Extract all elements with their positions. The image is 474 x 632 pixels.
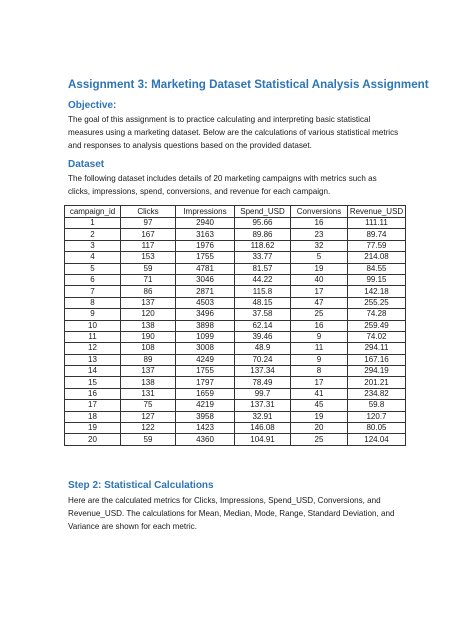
- campaign-id-cell: 2: [65, 229, 121, 240]
- conversions-cell: 17: [291, 377, 348, 388]
- spend-usd-cell: 137.31: [235, 400, 291, 411]
- spend-usd-cell: 104.91: [235, 434, 291, 445]
- objective-line: The goal of this assignment is to practice calculating and interpreting basic statistical: [68, 115, 371, 124]
- revenue-usd-cell: 120.7: [348, 411, 406, 422]
- spend-usd-cell: 95.66: [235, 218, 291, 229]
- dataset-paragraph: [68, 172, 408, 198]
- spend-usd-cell: 44.22: [235, 274, 291, 285]
- revenue-usd-cell: 59.8: [348, 400, 406, 411]
- revenue-usd-cell: 259.49: [348, 320, 406, 331]
- conversions-cell: 16: [291, 218, 348, 229]
- table-row: [65, 297, 406, 308]
- table-row: [65, 229, 406, 240]
- conversions-cell: 40: [291, 274, 348, 285]
- impressions-cell: 4360: [176, 434, 235, 445]
- impressions-cell: 3898: [176, 320, 235, 331]
- clicks-cell: 138: [121, 377, 176, 388]
- campaign-id-cell: 3: [65, 240, 121, 251]
- step2-heading: Step 2: Statistical Calculations: [68, 480, 214, 491]
- impressions-cell: 3008: [176, 343, 235, 354]
- table-body: [65, 218, 406, 446]
- clicks-cell: 131: [121, 388, 176, 399]
- table-row: [65, 263, 406, 274]
- spend-usd-cell: 118.62: [235, 240, 291, 251]
- clicks-cell: 167: [121, 229, 176, 240]
- clicks-cell: 127: [121, 411, 176, 422]
- table-row: [65, 423, 406, 434]
- impressions-cell: 1755: [176, 366, 235, 377]
- campaign-id-cell: 16: [65, 388, 121, 399]
- clicks-cell: 120: [121, 309, 176, 320]
- step2-paragraph: [68, 494, 408, 533]
- clicks-cell: 137: [121, 366, 176, 377]
- table-row: [65, 411, 406, 422]
- revenue-usd-cell: 74.28: [348, 309, 406, 320]
- impressions-cell: 3496: [176, 309, 235, 320]
- revenue-usd-cell: 294.11: [348, 343, 406, 354]
- impressions-cell: 4781: [176, 263, 235, 274]
- conversions-cell: 25: [291, 434, 348, 445]
- document-title: Assignment 3: Marketing Dataset Statistical Analysis Assignment: [68, 78, 429, 91]
- spend-usd-cell: 33.77: [235, 252, 291, 263]
- clicks-cell: 138: [121, 320, 176, 331]
- table-row: [65, 252, 406, 263]
- spend-usd-cell: 81.57: [235, 263, 291, 274]
- table-row: [65, 388, 406, 399]
- impressions-cell: 1797: [176, 377, 235, 388]
- table-row: [65, 286, 406, 297]
- spend-usd-cell: 137.34: [235, 366, 291, 377]
- spend-usd-cell: 70.24: [235, 354, 291, 365]
- conversions-cell: 5: [291, 252, 348, 263]
- conversions-cell: 19: [291, 263, 348, 274]
- revenue-usd-cell: 167.16: [348, 354, 406, 365]
- impressions-cell: 3958: [176, 411, 235, 422]
- spend-usd-cell: 78.49: [235, 377, 291, 388]
- column-header-conversions: Conversions: [291, 206, 348, 218]
- campaign-id-cell: 5: [65, 263, 121, 274]
- revenue-usd-cell: 124.04: [348, 434, 406, 445]
- objective-line: and responses to analysis questions based on the provided dataset.: [68, 141, 312, 150]
- conversions-cell: 25: [291, 309, 348, 320]
- campaign-id-cell: 18: [65, 411, 121, 422]
- table-row: [65, 343, 406, 354]
- clicks-cell: 75: [121, 400, 176, 411]
- clicks-cell: 117: [121, 240, 176, 251]
- spend-usd-cell: 48.15: [235, 297, 291, 308]
- impressions-cell: 4503: [176, 297, 235, 308]
- campaign-id-cell: 9: [65, 309, 121, 320]
- revenue-usd-cell: 84.55: [348, 263, 406, 274]
- clicks-cell: 86: [121, 286, 176, 297]
- impressions-cell: 1423: [176, 423, 235, 434]
- step2-line: Revenue_USD. The calculations for Mean, Median, Mode, Range, Standard Deviation, and: [68, 509, 395, 518]
- impressions-cell: 1099: [176, 331, 235, 342]
- clicks-cell: 97: [121, 218, 176, 229]
- conversions-cell: 11: [291, 343, 348, 354]
- revenue-usd-cell: 214.08: [348, 252, 406, 263]
- conversions-cell: 8: [291, 366, 348, 377]
- revenue-usd-cell: 234.82: [348, 388, 406, 399]
- campaign-id-cell: 15: [65, 377, 121, 388]
- campaign-id-cell: 4: [65, 252, 121, 263]
- campaign-table: [64, 205, 406, 446]
- spend-usd-cell: 62.14: [235, 320, 291, 331]
- spend-usd-cell: 39.46: [235, 331, 291, 342]
- clicks-cell: 122: [121, 423, 176, 434]
- campaign-id-cell: 10: [65, 320, 121, 331]
- table-header-row: [65, 206, 406, 218]
- revenue-usd-cell: 111.11: [348, 218, 406, 229]
- column-header-revenue-usd: Revenue_USD: [348, 206, 406, 218]
- revenue-usd-cell: 77.59: [348, 240, 406, 251]
- clicks-cell: 153: [121, 252, 176, 263]
- conversions-cell: 19: [291, 411, 348, 422]
- spend-usd-cell: 48.9: [235, 343, 291, 354]
- campaign-id-cell: 19: [65, 423, 121, 434]
- revenue-usd-cell: 294.19: [348, 366, 406, 377]
- column-header-campaign-id: campaign_id: [65, 206, 121, 218]
- clicks-cell: 190: [121, 331, 176, 342]
- conversions-cell: 9: [291, 331, 348, 342]
- campaign-id-cell: 17: [65, 400, 121, 411]
- spend-usd-cell: 146.08: [235, 423, 291, 434]
- impressions-cell: 4249: [176, 354, 235, 365]
- campaign-id-cell: 7: [65, 286, 121, 297]
- conversions-cell: 41: [291, 388, 348, 399]
- impressions-cell: 4219: [176, 400, 235, 411]
- table-row: [65, 309, 406, 320]
- campaign-id-cell: 11: [65, 331, 121, 342]
- spend-usd-cell: 32.91: [235, 411, 291, 422]
- campaign-id-cell: 1: [65, 218, 121, 229]
- dataset-line: clicks, impressions, spend, conversions, and revenue for each campaign.: [68, 187, 331, 196]
- table-row: [65, 377, 406, 388]
- conversions-cell: 32: [291, 240, 348, 251]
- revenue-usd-cell: 255.25: [348, 297, 406, 308]
- revenue-usd-cell: 74.02: [348, 331, 406, 342]
- clicks-cell: 89: [121, 354, 176, 365]
- table-row: [65, 274, 406, 285]
- revenue-usd-cell: 99.15: [348, 274, 406, 285]
- impressions-cell: 1976: [176, 240, 235, 251]
- spend-usd-cell: 89.86: [235, 229, 291, 240]
- column-header-clicks: Clicks: [121, 206, 176, 218]
- dataset-line: The following dataset includes details of 20 marketing campaigns with metrics such as: [68, 174, 377, 183]
- column-header-spend-usd: Spend_USD: [235, 206, 291, 218]
- clicks-cell: 108: [121, 343, 176, 354]
- column-header-impressions: Impressions: [176, 206, 235, 218]
- dataset-heading: Dataset: [68, 159, 105, 170]
- clicks-cell: 59: [121, 263, 176, 274]
- objective-heading: Objective:: [68, 100, 117, 111]
- campaign-id-cell: 12: [65, 343, 121, 354]
- step2-line: Here are the calculated metrics for Clicks, Impressions, Spend_USD, Conversions, and: [68, 496, 381, 505]
- objective-paragraph: [68, 113, 408, 152]
- step2-line: Variance are shown for each metric.: [68, 522, 197, 531]
- table-row: [65, 434, 406, 445]
- revenue-usd-cell: 80.05: [348, 423, 406, 434]
- spend-usd-cell: 99.7: [235, 388, 291, 399]
- campaign-id-cell: 20: [65, 434, 121, 445]
- impressions-cell: 1755: [176, 252, 235, 263]
- clicks-cell: 71: [121, 274, 176, 285]
- table-row: [65, 366, 406, 377]
- table-row: [65, 331, 406, 342]
- impressions-cell: 2871: [176, 286, 235, 297]
- revenue-usd-cell: 201.21: [348, 377, 406, 388]
- conversions-cell: 47: [291, 297, 348, 308]
- conversions-cell: 20: [291, 423, 348, 434]
- conversions-cell: 16: [291, 320, 348, 331]
- revenue-usd-cell: 89.74: [348, 229, 406, 240]
- clicks-cell: 137: [121, 297, 176, 308]
- conversions-cell: 23: [291, 229, 348, 240]
- spend-usd-cell: 115.8: [235, 286, 291, 297]
- impressions-cell: 3163: [176, 229, 235, 240]
- conversions-cell: 9: [291, 354, 348, 365]
- objective-line: measures using a marketing dataset. Below are the calculations of various statistical metrics: [68, 128, 399, 137]
- campaign-id-cell: 8: [65, 297, 121, 308]
- table-row: [65, 354, 406, 365]
- campaign-id-cell: 14: [65, 366, 121, 377]
- revenue-usd-cell: 142.18: [348, 286, 406, 297]
- impressions-cell: 3046: [176, 274, 235, 285]
- conversions-cell: 17: [291, 286, 348, 297]
- table-row: [65, 240, 406, 251]
- table-row: [65, 320, 406, 331]
- table-row: [65, 218, 406, 229]
- impressions-cell: 1659: [176, 388, 235, 399]
- impressions-cell: 2940: [176, 218, 235, 229]
- table-row: [65, 400, 406, 411]
- clicks-cell: 59: [121, 434, 176, 445]
- spend-usd-cell: 37.58: [235, 309, 291, 320]
- campaign-id-cell: 13: [65, 354, 121, 365]
- conversions-cell: 45: [291, 400, 348, 411]
- campaign-id-cell: 6: [65, 274, 121, 285]
